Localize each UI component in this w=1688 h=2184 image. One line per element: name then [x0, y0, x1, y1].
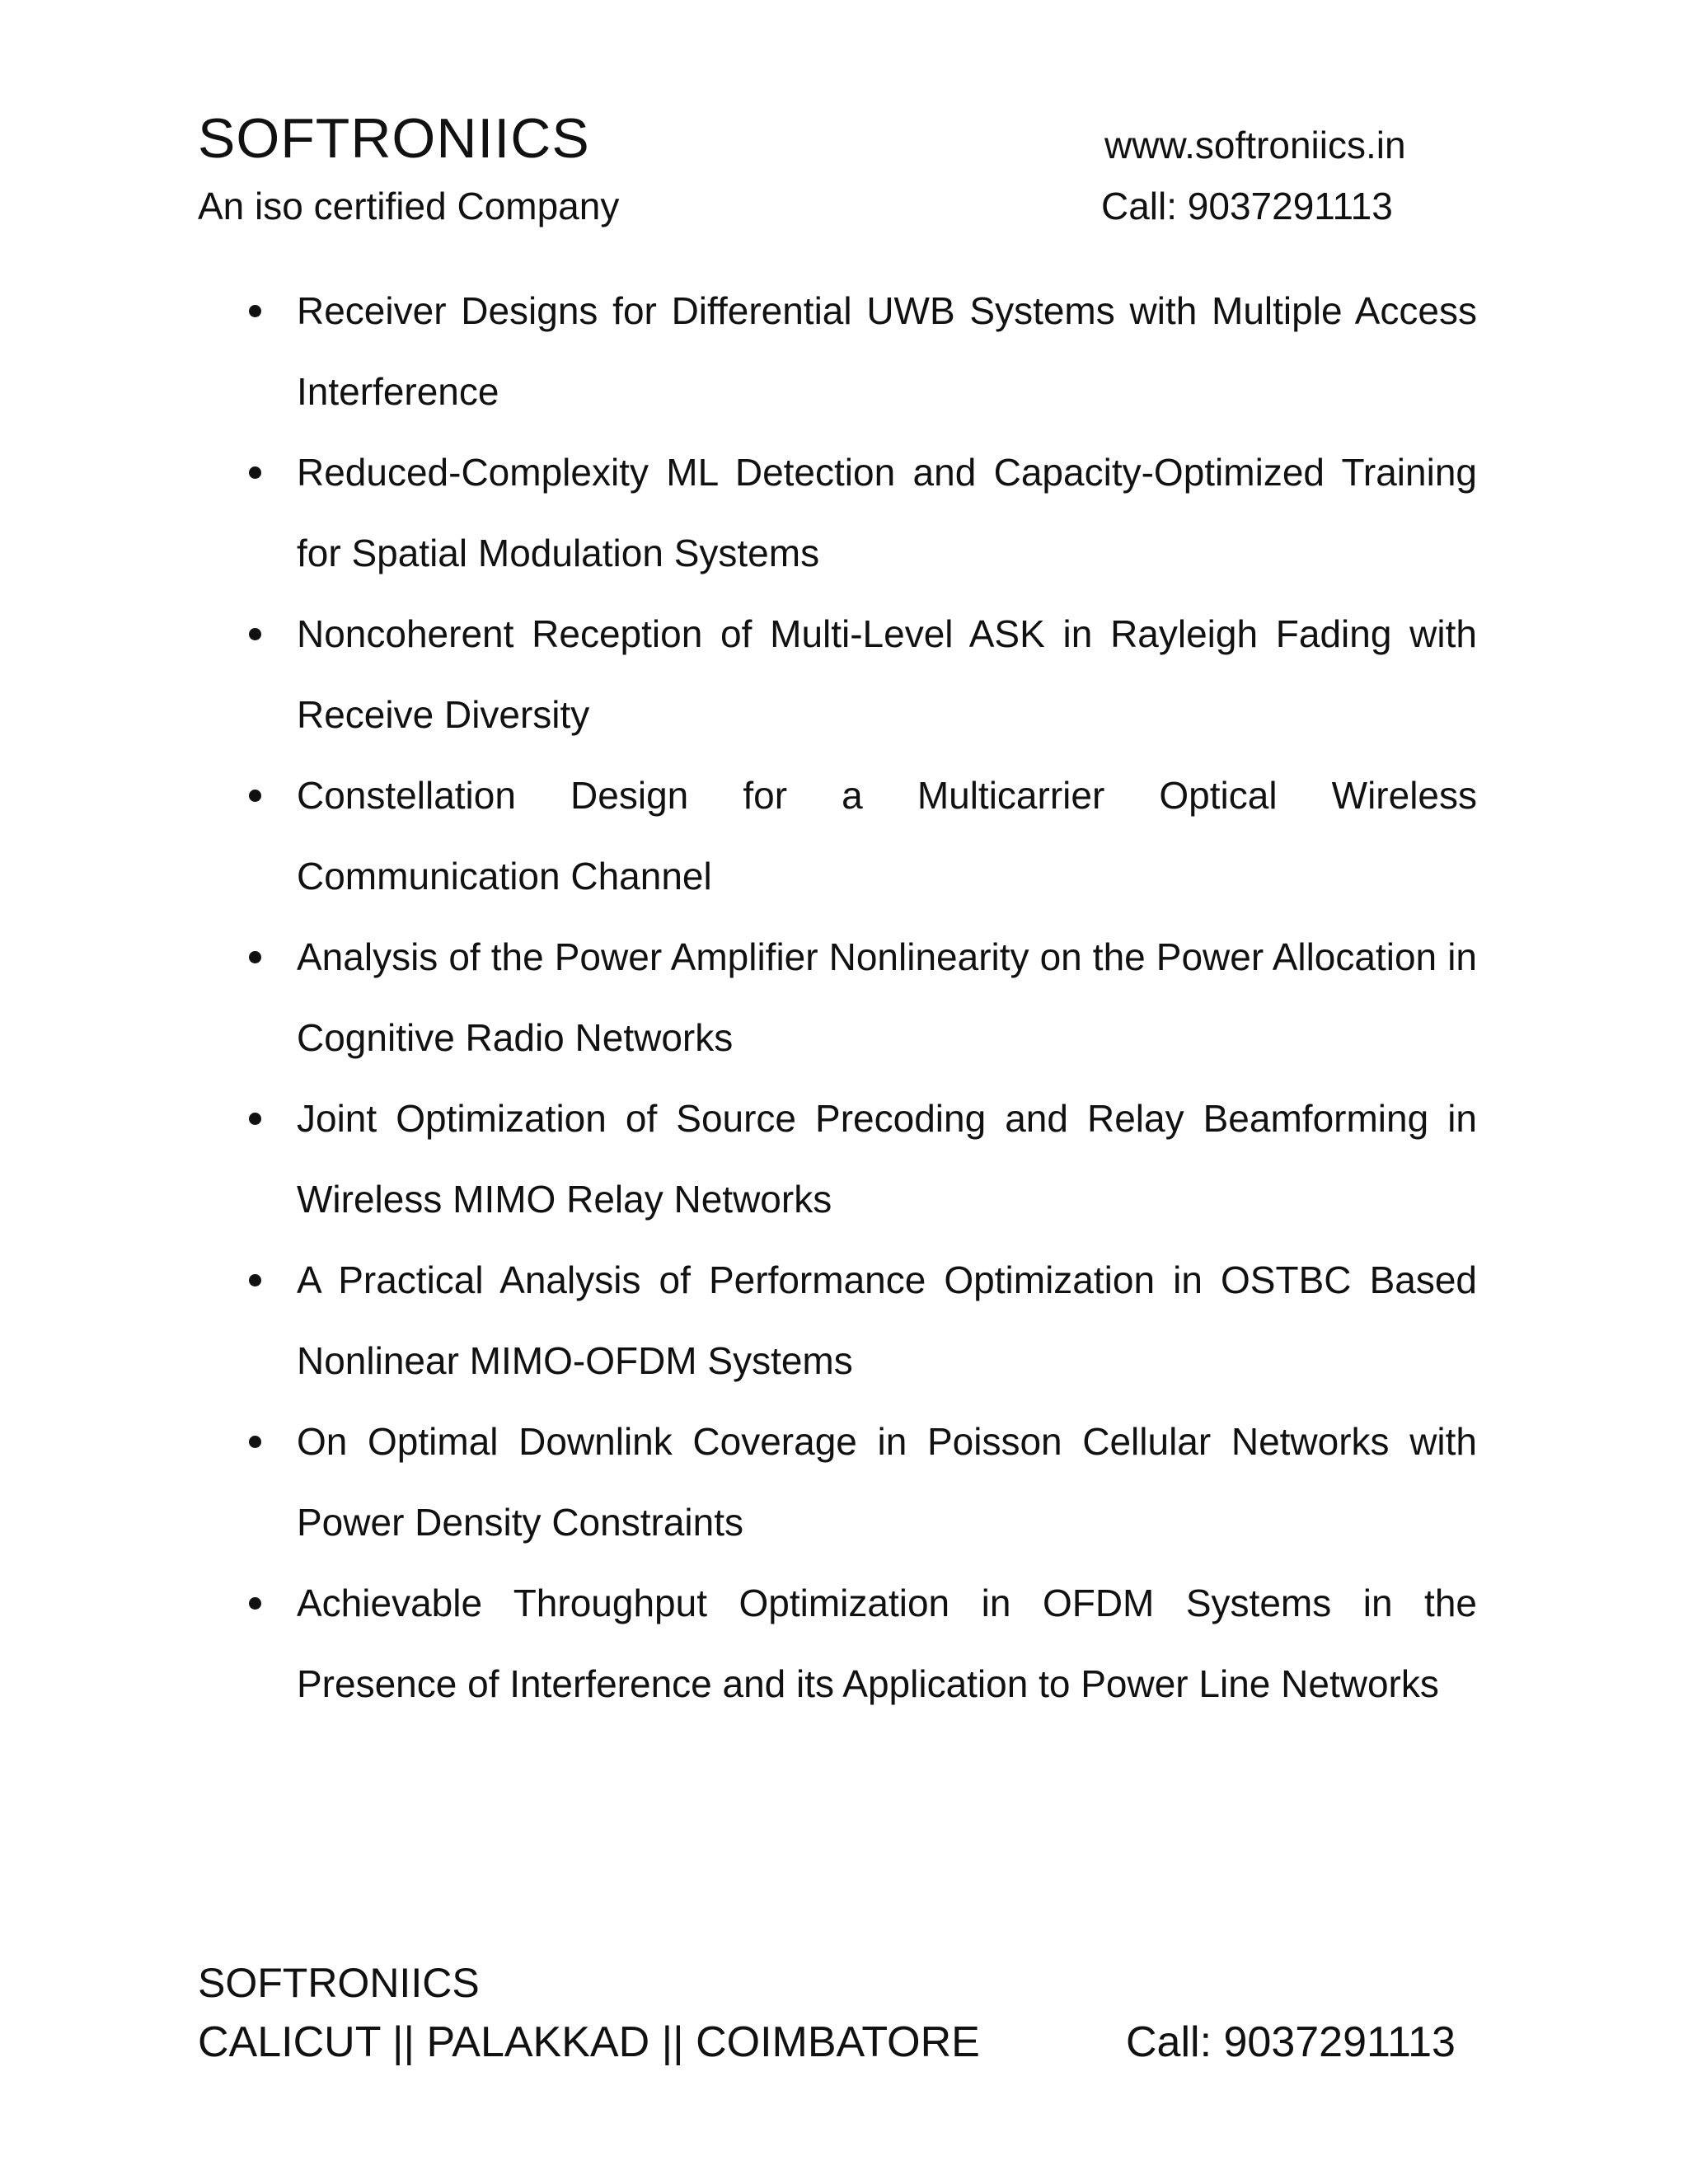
bullet-icon — [249, 951, 261, 963]
list-item — [247, 1401, 1477, 1563]
list-item — [247, 916, 1477, 1078]
topic-text: Constellation Design for a Multicarrier Optical Wireless Communication Channel — [297, 774, 1477, 898]
footer-call: Call: 9037291113 — [1126, 2018, 1456, 2066]
topic-text: On Optimal Downlink Coverage in Poisson Cellular Networks with Power Density Constraints — [297, 1420, 1477, 1544]
topic-list — [247, 270, 1477, 1724]
topic-text: Analysis of the Power Amplifier Nonlinearity on the Power Allocation in Cognitive Radio Networks — [297, 935, 1477, 1059]
topic-text: A Practical Analysis of Performance Optimization in OSTBC Based Nonlinear MIMO-OFDM Systems — [297, 1258, 1477, 1382]
bullet-icon — [249, 1113, 261, 1125]
topic-text: Noncoherent Reception of Multi-Level ASK in Rayleigh Fading with Receive Diversity — [297, 612, 1477, 736]
topic-text: Achievable Throughput Optimization in OFDM Systems in the Presence of Interference and its Application to Power Line Networks — [297, 1582, 1477, 1705]
list-item — [247, 270, 1477, 432]
list-item — [247, 432, 1477, 593]
list-item — [247, 1078, 1477, 1240]
bullet-icon — [249, 628, 261, 640]
topic-text: Joint Optimization of Source Precoding and Relay Beamforming in Wireless MIMO Relay Networks — [297, 1097, 1477, 1221]
bullet-icon — [249, 1436, 261, 1448]
topic-text: Receiver Designs for Differential UWB Systems with Multiple Access Interference — [297, 289, 1477, 413]
footer-locations: CALICUT || PALAKKAD || COIMBATORE — [198, 2018, 980, 2066]
footer-company-name: SOFTRONIICS — [198, 1960, 480, 2006]
topic-text: Reduced-Complexity ML Detection and Capacity-Optimized Training for Spatial Modulation Systems — [297, 451, 1477, 574]
bullet-icon — [249, 305, 261, 317]
header-call: Call: 9037291113 — [1101, 185, 1393, 227]
bullet-icon — [249, 466, 261, 479]
bullet-icon — [249, 1597, 261, 1610]
list-item — [247, 755, 1477, 916]
header-website: www.softroniics.in — [1104, 124, 1406, 166]
list-item — [247, 593, 1477, 755]
bullet-icon — [249, 790, 261, 802]
list-item — [247, 1240, 1477, 1401]
header-company-name: SOFTRONIICS — [198, 107, 590, 170]
bullet-icon — [249, 1274, 261, 1286]
header-tagline: An iso certified Company — [198, 185, 620, 227]
list-item — [247, 1563, 1477, 1724]
